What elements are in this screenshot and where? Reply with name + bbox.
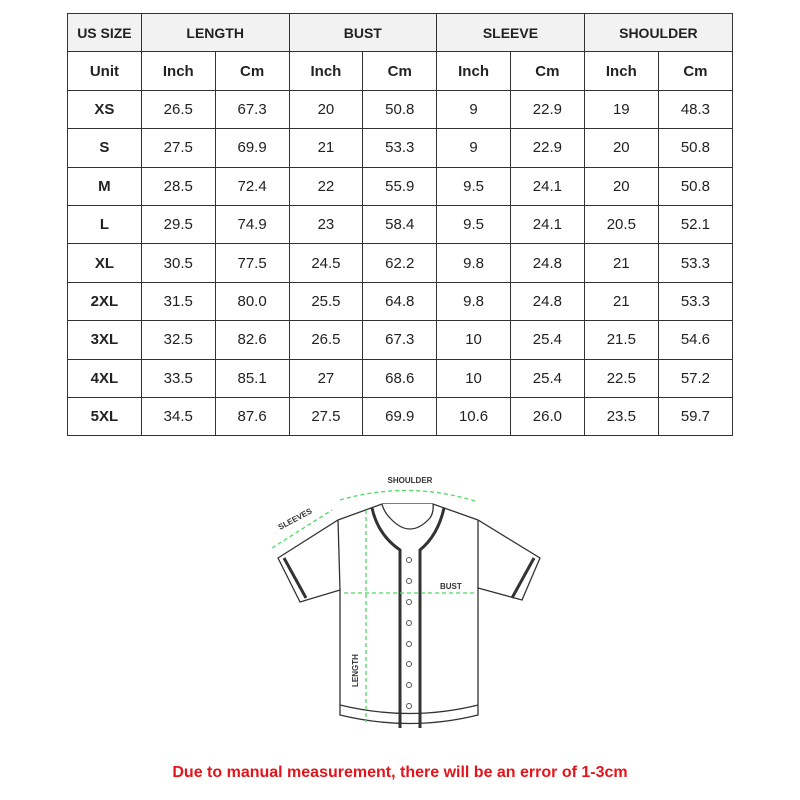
measurement-cell: 57.2 — [658, 359, 732, 397]
table-row — [68, 90, 733, 128]
table-row — [68, 244, 733, 282]
measurement-cell: 21 — [289, 129, 363, 167]
measurement-cell: 24.1 — [510, 167, 584, 205]
shoulder-line — [340, 490, 478, 502]
measurement-cell: 34.5 — [141, 397, 215, 435]
header-length: LENGTH — [141, 14, 289, 52]
measurement-cell: 29.5 — [141, 205, 215, 243]
measurement-cell: 50.8 — [658, 167, 732, 205]
measurement-cell: 50.8 — [363, 90, 437, 128]
measurement-cell: 50.8 — [658, 129, 732, 167]
measurement-cell: 53.3 — [363, 129, 437, 167]
measurement-cell: 9 — [437, 90, 511, 128]
measurement-cell: 80.0 — [215, 282, 289, 320]
size-chart-table — [67, 13, 733, 436]
size-cell: S — [68, 129, 142, 167]
measurement-cell: 48.3 — [658, 90, 732, 128]
measurement-cell: 82.6 — [215, 321, 289, 359]
measurement-cell: 33.5 — [141, 359, 215, 397]
measurement-cell: 69.9 — [363, 397, 437, 435]
measurement-cell: 53.3 — [658, 244, 732, 282]
bust-label: BUST — [440, 582, 462, 591]
size-cell: L — [68, 205, 142, 243]
measurement-cell: 10 — [437, 321, 511, 359]
measurement-cell: 67.3 — [215, 90, 289, 128]
measurement-cell: 74.9 — [215, 205, 289, 243]
measurement-cell: 21.5 — [584, 321, 658, 359]
measurement-cell: 54.6 — [658, 321, 732, 359]
measurement-cell: 59.7 — [658, 397, 732, 435]
size-cell: 2XL — [68, 282, 142, 320]
measurement-cell: 22 — [289, 167, 363, 205]
measurement-cell: 9.5 — [437, 205, 511, 243]
measurement-cell: 52.1 — [658, 205, 732, 243]
size-cell: 5XL — [68, 397, 142, 435]
table-row — [68, 282, 733, 320]
measurement-cell: 20.5 — [584, 205, 658, 243]
measurement-cell: 69.9 — [215, 129, 289, 167]
measurement-cell: 77.5 — [215, 244, 289, 282]
unit-label: Unit — [68, 52, 142, 90]
unit-cell: Cm — [363, 52, 437, 90]
measurement-cell: 27 — [289, 359, 363, 397]
measurement-cell: 10.6 — [437, 397, 511, 435]
length-label: LENGTH — [351, 654, 360, 687]
measurement-cell: 24.8 — [510, 282, 584, 320]
measurement-cell: 26.0 — [510, 397, 584, 435]
measurement-cell: 22.9 — [510, 90, 584, 128]
measurement-cell: 85.1 — [215, 359, 289, 397]
measurement-cell: 24.8 — [510, 244, 584, 282]
measurement-cell: 23 — [289, 205, 363, 243]
measurement-cell: 22.9 — [510, 129, 584, 167]
measurement-cell: 25.4 — [510, 321, 584, 359]
measurement-cell: 22.5 — [584, 359, 658, 397]
measurement-cell: 24.5 — [289, 244, 363, 282]
measurement-cell: 32.5 — [141, 321, 215, 359]
size-cell: 4XL — [68, 359, 142, 397]
header-sleeve: SLEEVE — [437, 14, 585, 52]
measurement-cell: 27.5 — [289, 397, 363, 435]
measurement-cell: 9 — [437, 129, 511, 167]
measurement-cell: 20 — [584, 167, 658, 205]
jersey-diagram — [260, 460, 560, 750]
measurement-cell: 87.6 — [215, 397, 289, 435]
measurement-cell: 27.5 — [141, 129, 215, 167]
sleeves-label: SLEEVES — [276, 506, 314, 532]
measurement-cell: 25.5 — [289, 282, 363, 320]
size-cell: XS — [68, 90, 142, 128]
unit-cell: Inch — [289, 52, 363, 90]
unit-cell: Cm — [658, 52, 732, 90]
table-row — [68, 359, 733, 397]
measurement-cell: 23.5 — [584, 397, 658, 435]
measurement-cell: 64.8 — [363, 282, 437, 320]
measurement-cell: 72.4 — [215, 167, 289, 205]
measurement-cell: 30.5 — [141, 244, 215, 282]
shoulder-label: SHOULDER — [387, 476, 433, 485]
measurement-cell: 10 — [437, 359, 511, 397]
unit-row — [68, 52, 733, 90]
measurement-cell: 55.9 — [363, 167, 437, 205]
table-row — [68, 167, 733, 205]
table-row — [68, 397, 733, 435]
measurement-cell: 9.8 — [437, 282, 511, 320]
size-cell: M — [68, 167, 142, 205]
measurement-cell: 21 — [584, 282, 658, 320]
measurement-cell: 68.6 — [363, 359, 437, 397]
measurement-cell: 67.3 — [363, 321, 437, 359]
table-row — [68, 129, 733, 167]
measurement-cell: 25.4 — [510, 359, 584, 397]
header-shoulder: SHOULDER — [584, 14, 732, 52]
size-cell: XL — [68, 244, 142, 282]
jersey-outline — [278, 504, 540, 724]
size-cell: 3XL — [68, 321, 142, 359]
unit-cell: Inch — [141, 52, 215, 90]
unit-cell: Cm — [510, 52, 584, 90]
unit-cell: Cm — [215, 52, 289, 90]
unit-cell: Inch — [437, 52, 511, 90]
measurement-cell: 26.5 — [141, 90, 215, 128]
measurement-cell: 58.4 — [363, 205, 437, 243]
table-row — [68, 321, 733, 359]
measurement-cell: 28.5 — [141, 167, 215, 205]
table-row — [68, 205, 733, 243]
measurement-cell: 26.5 — [289, 321, 363, 359]
measurement-cell: 9.5 — [437, 167, 511, 205]
measurement-cell: 20 — [584, 129, 658, 167]
header-bust: BUST — [289, 14, 437, 52]
measurement-cell: 24.1 — [510, 205, 584, 243]
header-row — [68, 14, 733, 52]
measurement-cell: 62.2 — [363, 244, 437, 282]
measurement-cell: 20 — [289, 90, 363, 128]
header-us-size: US SIZE — [68, 14, 142, 52]
unit-cell: Inch — [584, 52, 658, 90]
measurement-cell: 9.8 — [437, 244, 511, 282]
measurement-cell: 21 — [584, 244, 658, 282]
measurement-cell: 31.5 — [141, 282, 215, 320]
measurement-note: Due to manual measurement, there will be an error of 1-3cm — [172, 764, 628, 781]
measurement-cell: 53.3 — [658, 282, 732, 320]
measurement-cell: 19 — [584, 90, 658, 128]
